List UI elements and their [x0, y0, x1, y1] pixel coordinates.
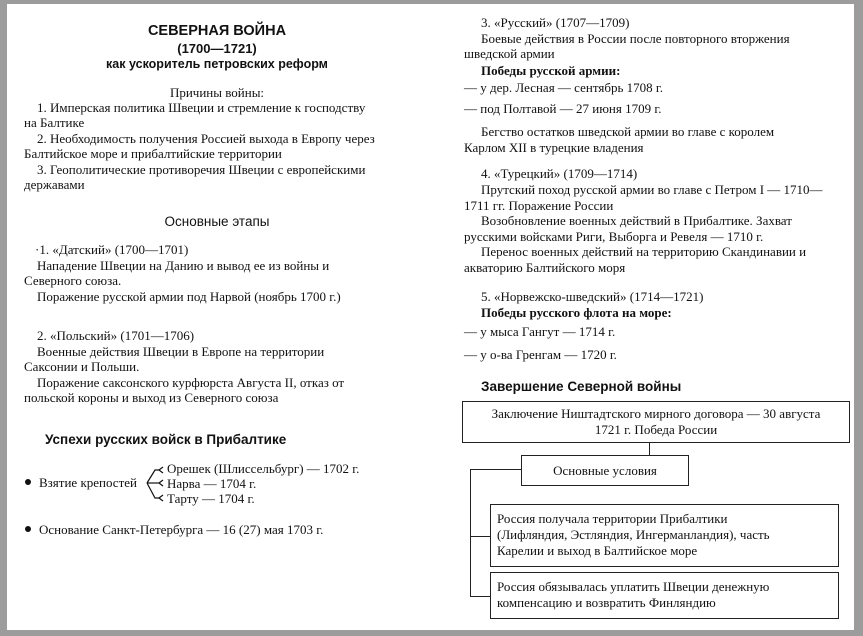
doc-subtitle: как ускоритель петровских реформ	[106, 57, 328, 71]
doc-years: (1700—1721)	[177, 41, 257, 56]
cause-1-line1: 1. Имперская политика Швеции и стремление к господству	[37, 100, 366, 115]
stage1-text2: Поражение русской армии под Нарвой (ноябрь 1700 г.)	[37, 289, 341, 304]
victory-lesnaya: — у дер. Лесная — сентябрь 1708 г.	[464, 80, 663, 95]
cause-3-line1: 3. Геополитические противоречия Швеции с европейскими	[37, 162, 366, 177]
stage5-title: 5. «Норвежско-шведский» (1714—1721)	[481, 289, 704, 304]
ending-heading: Завершение Северной войны	[481, 379, 682, 394]
stage4-text1-line2: 1711 гг. Поражение России	[464, 198, 614, 213]
stage4-text3-line2: акваторию Балтийского моря	[464, 260, 626, 275]
stage4-text3-line1: Перенос военных действий на территорию Скандинавии и	[481, 244, 807, 259]
army-victories-heading: Победы русской армии:	[481, 63, 621, 78]
stage2-title: 2. «Польский» (1701—1706)	[37, 328, 195, 343]
condition-1-line2: (Лифляндия, Эстляндия, Ингерманландия), часть	[497, 527, 770, 542]
victory-grengam: — у о-ва Гренгам — 1720 г.	[464, 347, 617, 362]
condition-1-line3: Карелии и выход в Балтийское море	[497, 543, 698, 558]
fortress-narva: Нарва — 1704 г.	[167, 476, 257, 491]
treaty-line2: 1721 г. Победа России	[594, 422, 718, 437]
fortress-tartu: Тарту — 1704 г.	[167, 491, 255, 506]
stage4-text1-line1: Прутский поход русской армии во главе с Петром I — 1710—	[481, 182, 823, 197]
stage4-title: 4. «Турецкий» (1709—1714)	[481, 166, 638, 181]
stage3-text1-line1: Боевые действия в России после повторного вторжения	[481, 31, 790, 46]
stage4-text2-line2: русскими войсками Риги, Выборга и Ревеля — 1710 г.	[464, 229, 764, 244]
stage3-text2-line2: Карлом XII в турецкие владения	[464, 140, 644, 155]
connector-line	[649, 442, 650, 455]
connector-line	[470, 536, 490, 537]
cause-2-line2: Балтийское море и прибалтийские территории	[24, 146, 282, 161]
connector-line	[470, 469, 521, 470]
document-page	[7, 4, 854, 630]
stage1-title: ·1. «Датский» (1700—1701)	[35, 242, 189, 257]
stage1-text1-line2: Северного союза.	[24, 273, 122, 288]
stage3-title: 3. «Русский» (1707—1709)	[481, 15, 630, 30]
condition-2-line2: компенсацию и возвратить Финляндию	[497, 595, 716, 610]
fleet-victories-heading: Победы русского флота на море:	[481, 305, 672, 320]
cause-1-line2: на Балтике	[24, 115, 85, 130]
doc-title: СЕВЕРНАЯ ВОЙНА	[147, 23, 287, 39]
stage1-text1-line1: Нападение Швеции на Данию и вывод ее из войны и	[37, 258, 330, 273]
condition-1-box	[490, 504, 839, 567]
cause-2-line1: 2. Необходимость получения Россией выхода в Европу через	[37, 131, 375, 146]
stage3-text2-line1: Бегство остатков шведской армии во главе с королем	[481, 124, 775, 139]
conditions-label: Основные условия	[553, 463, 657, 478]
stages-heading: Основные этапы	[164, 214, 270, 229]
victory-poltava: — под Полтавой — 27 июня 1709 г.	[464, 101, 662, 116]
treaty-box	[462, 401, 850, 443]
stage2-text2-line1: Поражение саксонского курфюрста Августа II, отказ от	[37, 375, 345, 390]
connector-line	[470, 469, 471, 597]
causes-heading: Причины войны:	[169, 85, 265, 100]
stage2-text1-line2: Саксонии и Польши.	[24, 359, 140, 374]
bullet-icon	[25, 479, 31, 485]
condition-1-line1: Россия получала территории Прибалтики	[497, 511, 728, 526]
cause-3-line2: державами	[24, 177, 85, 192]
stage4-text2-line1: Возобновление военных действий в Прибалтике. Захват	[481, 213, 792, 228]
condition-2-line1: Россия обязывалась уплатить Швеции денежную	[497, 579, 770, 594]
fortresses-label: Взятие крепостей	[39, 475, 137, 490]
spb-founding: Основание Санкт-Петербурга — 16 (27) мая 1703 г.	[39, 522, 324, 537]
treaty-line1: Заключение Ништадтского мирного договора — 30 августа	[491, 406, 821, 421]
conditions-box	[521, 455, 689, 486]
stage2-text1-line1: Военные действия Швеции в Европе на территории	[37, 344, 325, 359]
stage3-text1-line2: шведской армии	[464, 46, 555, 61]
condition-2-box	[490, 572, 839, 619]
connector-line	[470, 596, 490, 597]
bullet-icon	[25, 526, 31, 532]
victory-gangut: — у мыса Гангут — 1714 г.	[464, 324, 616, 339]
stage2-text2-line2: польской короны и выход из Северного союза	[24, 390, 279, 405]
fortress-oreshek: Орешек (Шлиссельбург) — 1702 г.	[167, 461, 360, 476]
baltic-heading: Успехи русских войск в Прибалтике	[45, 432, 287, 447]
